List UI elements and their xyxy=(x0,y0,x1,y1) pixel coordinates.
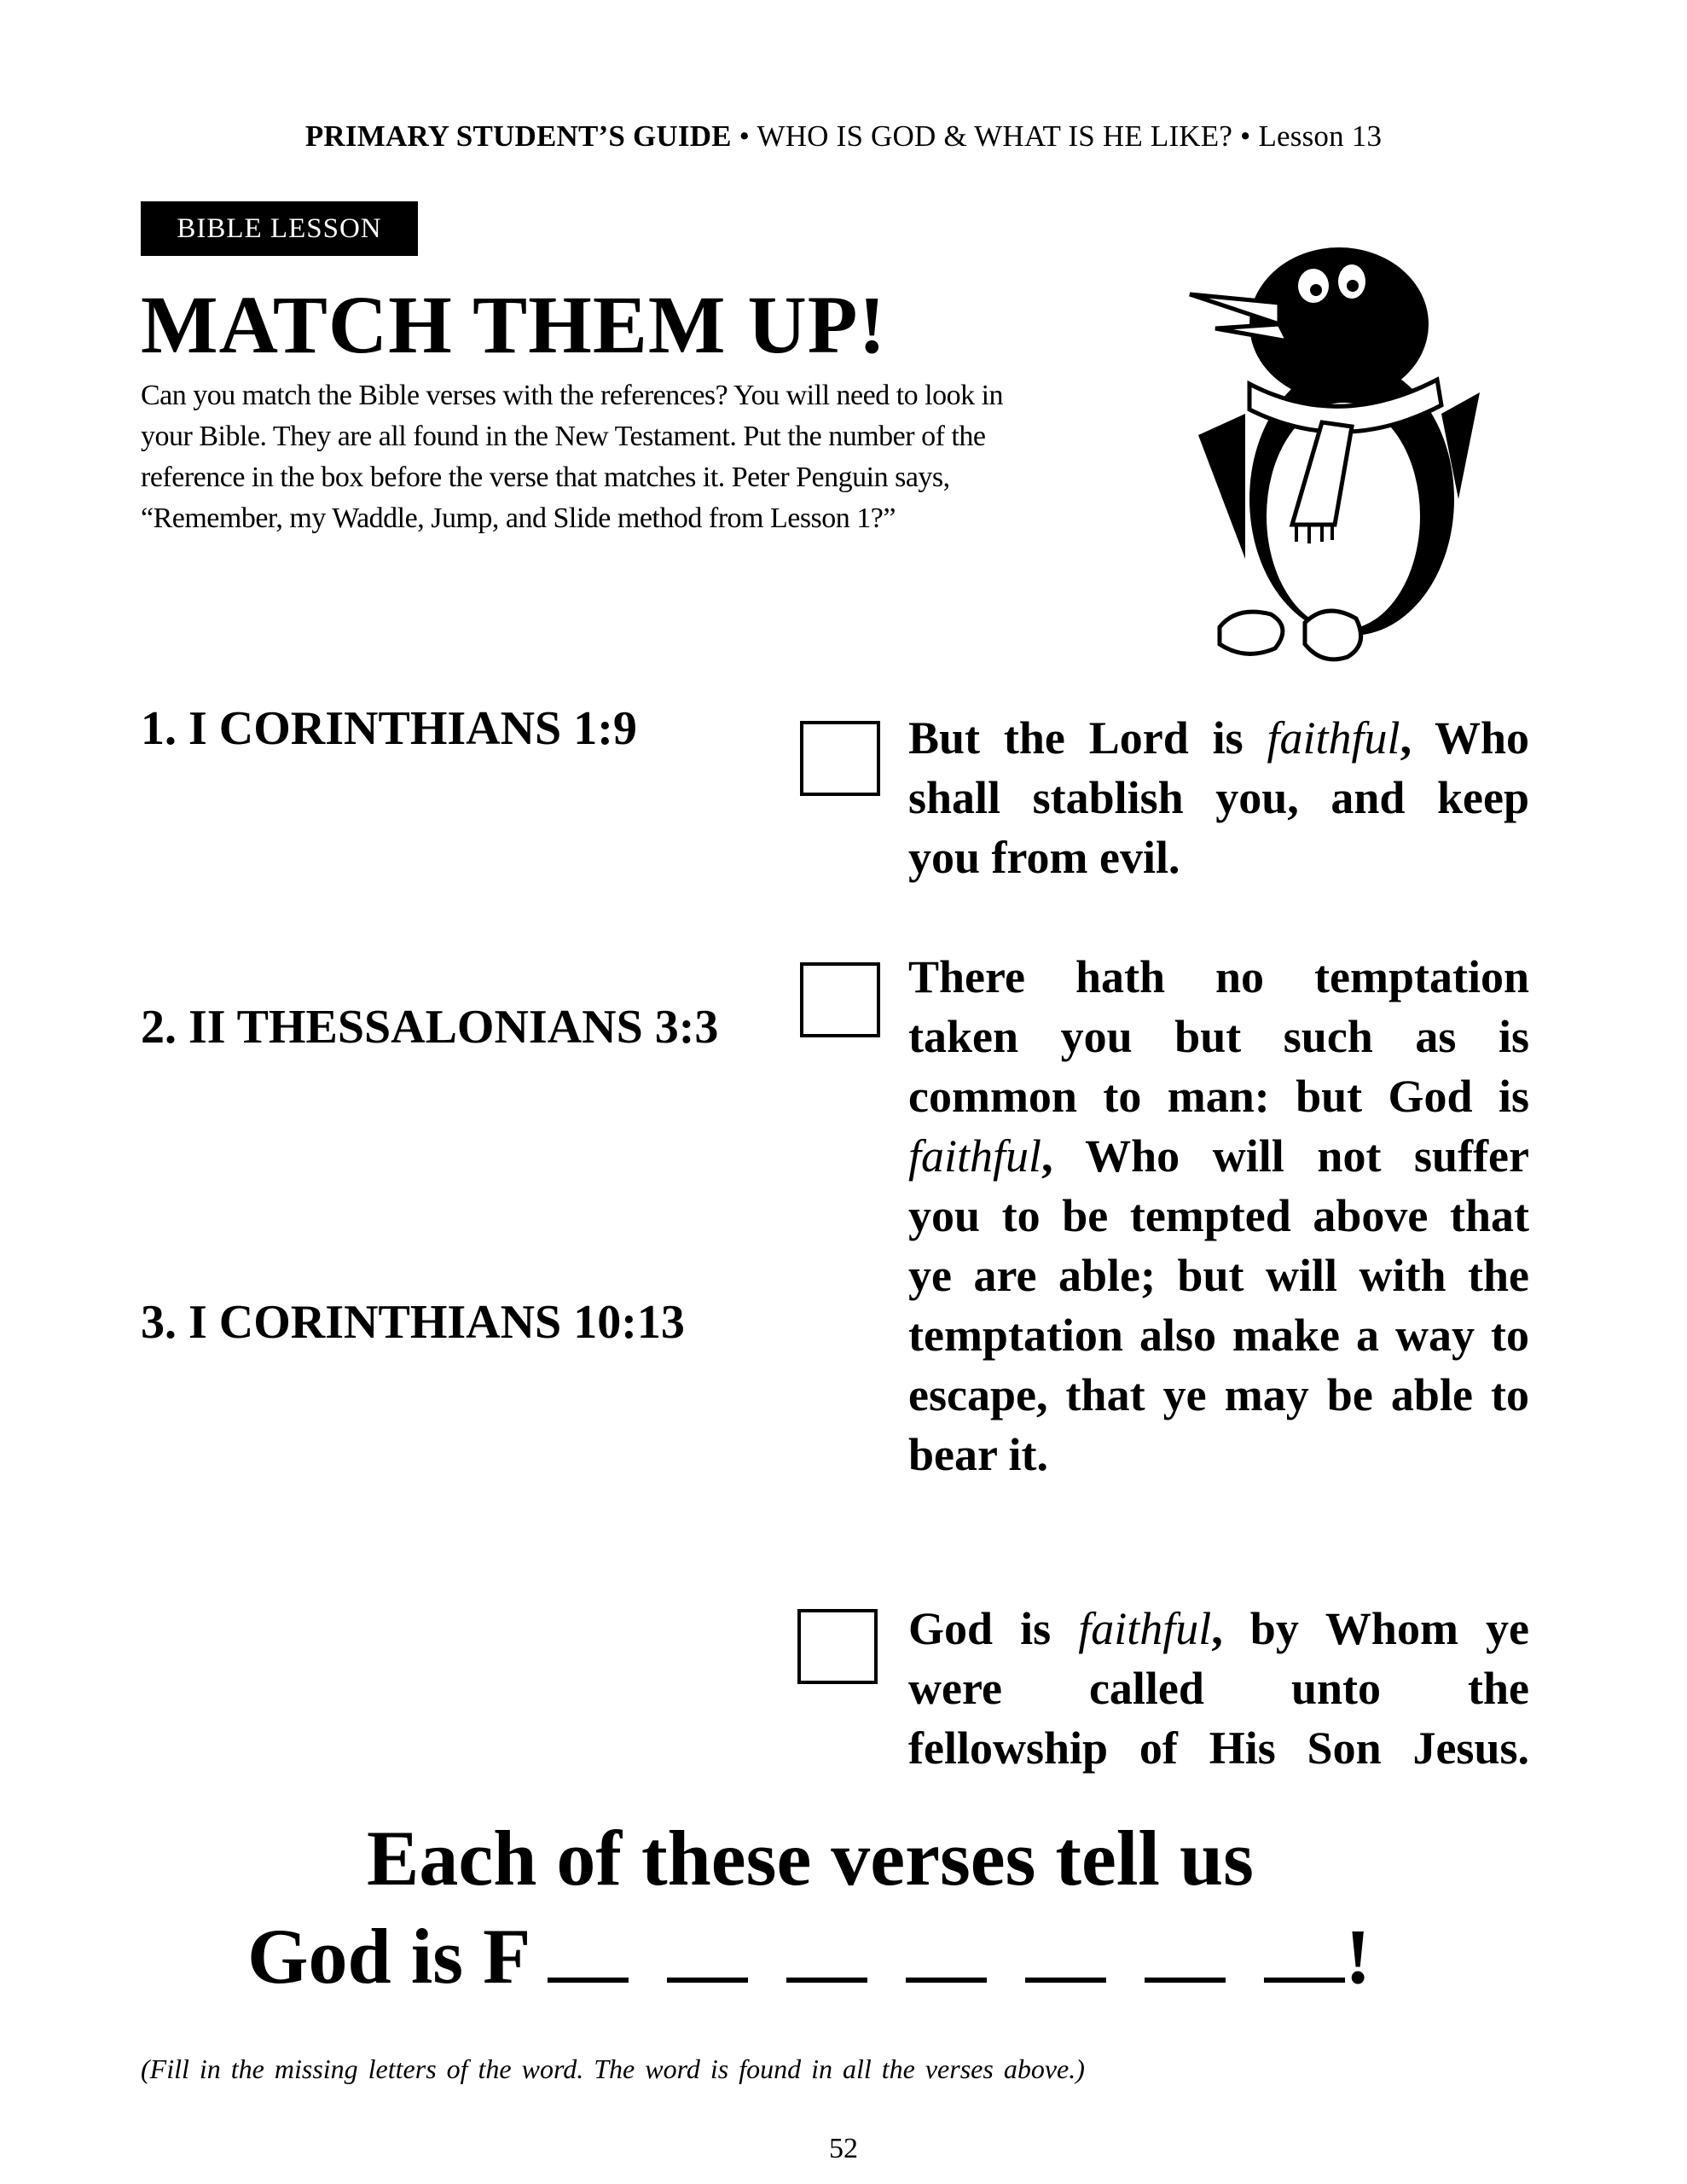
letter-blank[interactable] xyxy=(548,1969,629,1983)
page-header xyxy=(0,119,1687,154)
verse-line: fellowship of His Son Jesus. xyxy=(908,1722,1529,1774)
instructions-line: your Bible. They are all found in the New Testament. Put the number of the xyxy=(141,421,986,452)
verse-line: common to man: but God is xyxy=(908,1071,1529,1122)
conclusion-line-2 xyxy=(0,1911,1687,2001)
answer-box-1[interactable] xyxy=(800,721,880,796)
verse-text-2 xyxy=(908,947,1529,1484)
letter-blank[interactable] xyxy=(667,1969,748,1983)
answer-box-2[interactable] xyxy=(800,962,880,1037)
reference-2: 2. II THESSALONIANS 3:3 xyxy=(141,1001,719,1054)
page-number: 52 xyxy=(829,2133,858,2164)
verse-line: taken you but such as is xyxy=(908,1011,1529,1062)
verse-text-3 xyxy=(908,1599,1529,1778)
verse-line: temptation also make a way to xyxy=(908,1310,1529,1361)
verse-line: ye are able; but will with the xyxy=(908,1250,1529,1301)
verse-line: were called unto the xyxy=(908,1663,1529,1714)
verse-line: But the Lord is faithful, Who xyxy=(908,712,1529,764)
reference-1: 1. I CORINTHIANS 1:9 xyxy=(141,702,637,755)
verse-line: God is faithful, by Whom ye xyxy=(908,1603,1529,1654)
header-guide-title: PRIMARY STUDENT’S GUIDE xyxy=(304,119,732,153)
verse-line: you from evil. xyxy=(908,832,1180,883)
letter-blank[interactable] xyxy=(906,1969,987,1983)
verse-line: faithful, Who will not suffer xyxy=(908,1130,1529,1182)
verse-line: bear it. xyxy=(908,1429,1048,1480)
letter-blank[interactable] xyxy=(1264,1969,1345,1983)
section-tag: BIBLE LESSON xyxy=(141,201,418,256)
header-lesson-info: • WHO IS GOD & WHAT IS HE LIKE? • Lesson 13 xyxy=(731,119,1383,153)
peter-penguin-illustration xyxy=(1186,243,1501,674)
verse-text-1 xyxy=(908,708,1529,887)
instructions-line: reference in the box before the verse that matches it. Peter Penguin says, xyxy=(141,462,950,493)
letter-blank[interactable] xyxy=(1025,1969,1106,1983)
letter-blank[interactable] xyxy=(1145,1969,1226,1983)
conclusion-prefix: God is F xyxy=(247,1913,528,2000)
letter-blanks[interactable] xyxy=(548,1911,1345,2001)
reference-3: 3. I CORINTHIANS 10:13 xyxy=(141,1296,685,1349)
footnote: (Fill in the missing letters of the word. The word is found in all the verses above.) xyxy=(141,2053,1085,2084)
instructions-line: Can you match the Bible verses with the references? You will need to look in xyxy=(141,380,1004,411)
verse-line: escape, that ye may be able to xyxy=(908,1369,1529,1420)
verse-line: shall stablish you, and keep xyxy=(908,772,1529,823)
answer-box-3[interactable] xyxy=(797,1609,878,1684)
letter-blank[interactable] xyxy=(786,1969,867,1983)
conclusion-suffix: ! xyxy=(1344,1913,1371,2000)
conclusion-line-1: Each of these verses tell us xyxy=(367,1815,1254,1902)
verse-line: There hath no temptation xyxy=(908,951,1529,1002)
page-title: MATCH THEM UP! xyxy=(141,279,887,370)
verse-line: you to be tempted above that xyxy=(908,1190,1529,1241)
instructions-paragraph xyxy=(141,375,1122,539)
instructions-line: “Remember, my Waddle, Jump, and Slide method from Lesson 1?” xyxy=(141,502,896,534)
